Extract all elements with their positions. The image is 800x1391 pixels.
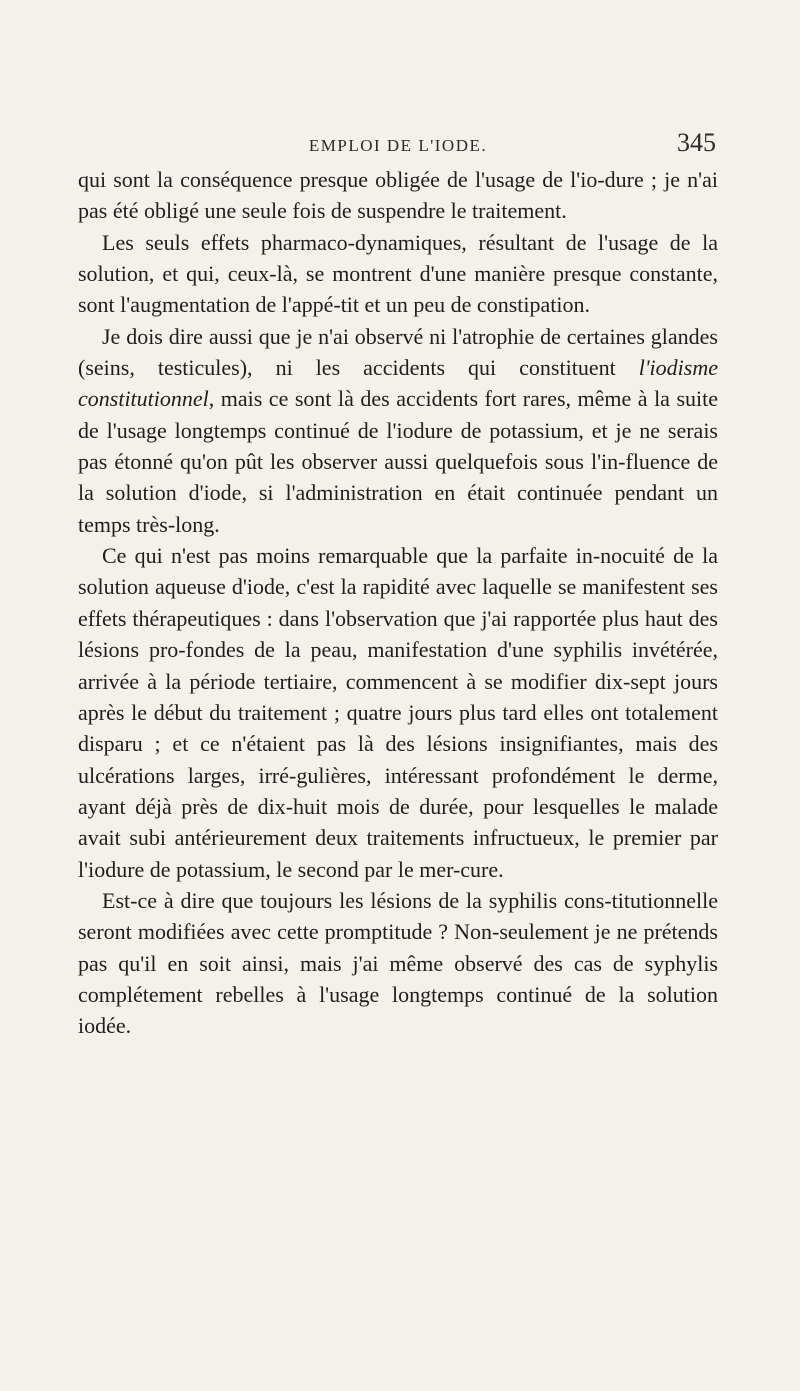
book-page [78,128,718,1042]
body-text [78,164,718,1042]
running-title: EMPLOI DE L'IODE. [308,136,488,155]
paragraph-3 [78,321,718,540]
paragraph-3-text-end: , mais ce sont là des accidents fort rares, même à la suite de l'usage longtemps continué de l'iodure de potassium, et je ne serais pas étonné qu'on pût les observer aussi quelquefois sous l'in-fluence de la solution d'iode, si l'administration en était continuée pendant un temps très-long. [78,386,718,537]
paragraph-1: qui sont la conséquence presque obligée de l'usage de l'io-dure ; je n'ai pas été obligé une seule fois de suspendre le traitement. [78,167,718,224]
paragraph-5: Est-ce à dire que toujours les lésions de la syphilis cons-titutionnelle seront modifiées avec cette promptitude ? Non-seulement je ne prétends pas qu'il en soit ainsi, mais j'ai même observé des cas de syphylis complétement rebelles à l'usage longtemps continué de la solution iodée. [78,887,718,1039]
page-number: 345 [677,128,716,157]
running-head [78,128,718,164]
paragraph-3-text-start: Je dois dire aussi que je n'ai observé ni l'atrophie de certaines glandes (seins, testicules), ni les accidents qui constituent [78,323,718,381]
paragraph-2: Les seuls effets pharmaco-dynamiques, résultant de l'usage de la solution, et qui, ceux-là, se montrent d'une manière presque constante, sont l'augmentation de l'appé-tit et un peu de constipation. [78,229,718,318]
paragraph-3-italic-term: l'iodisme constitutionnel [78,355,718,412]
paragraph-4: Ce qui n'est pas moins remarquable que la parfaite in-nocuité de la solution aqueuse d'iode, c'est la rapidité avec laquelle se manifestent ses effets thérapeutiques : dans l'observation que j'ai rapportée plus haut des lésions pro-fondes de la peau, manifestation d'une syphilis invétérée, arrivée à la période tertiaire, commencent à se modifier dix-sept jours après le début du traitement ; quatre jours plus tard elles ont totalement disparu ; et ce n'étaient pas là des lésions insignifiantes, mais des ulcérations larges, irré-gulières, intéressant profondément le derme, ayant déjà près de dix-huit mois de durée, pour lesquelles le malade avait subi antérieurement deux traitements infructueux, le premier par l'iodure de potassium, le second par le mer-cure. [78,543,718,882]
